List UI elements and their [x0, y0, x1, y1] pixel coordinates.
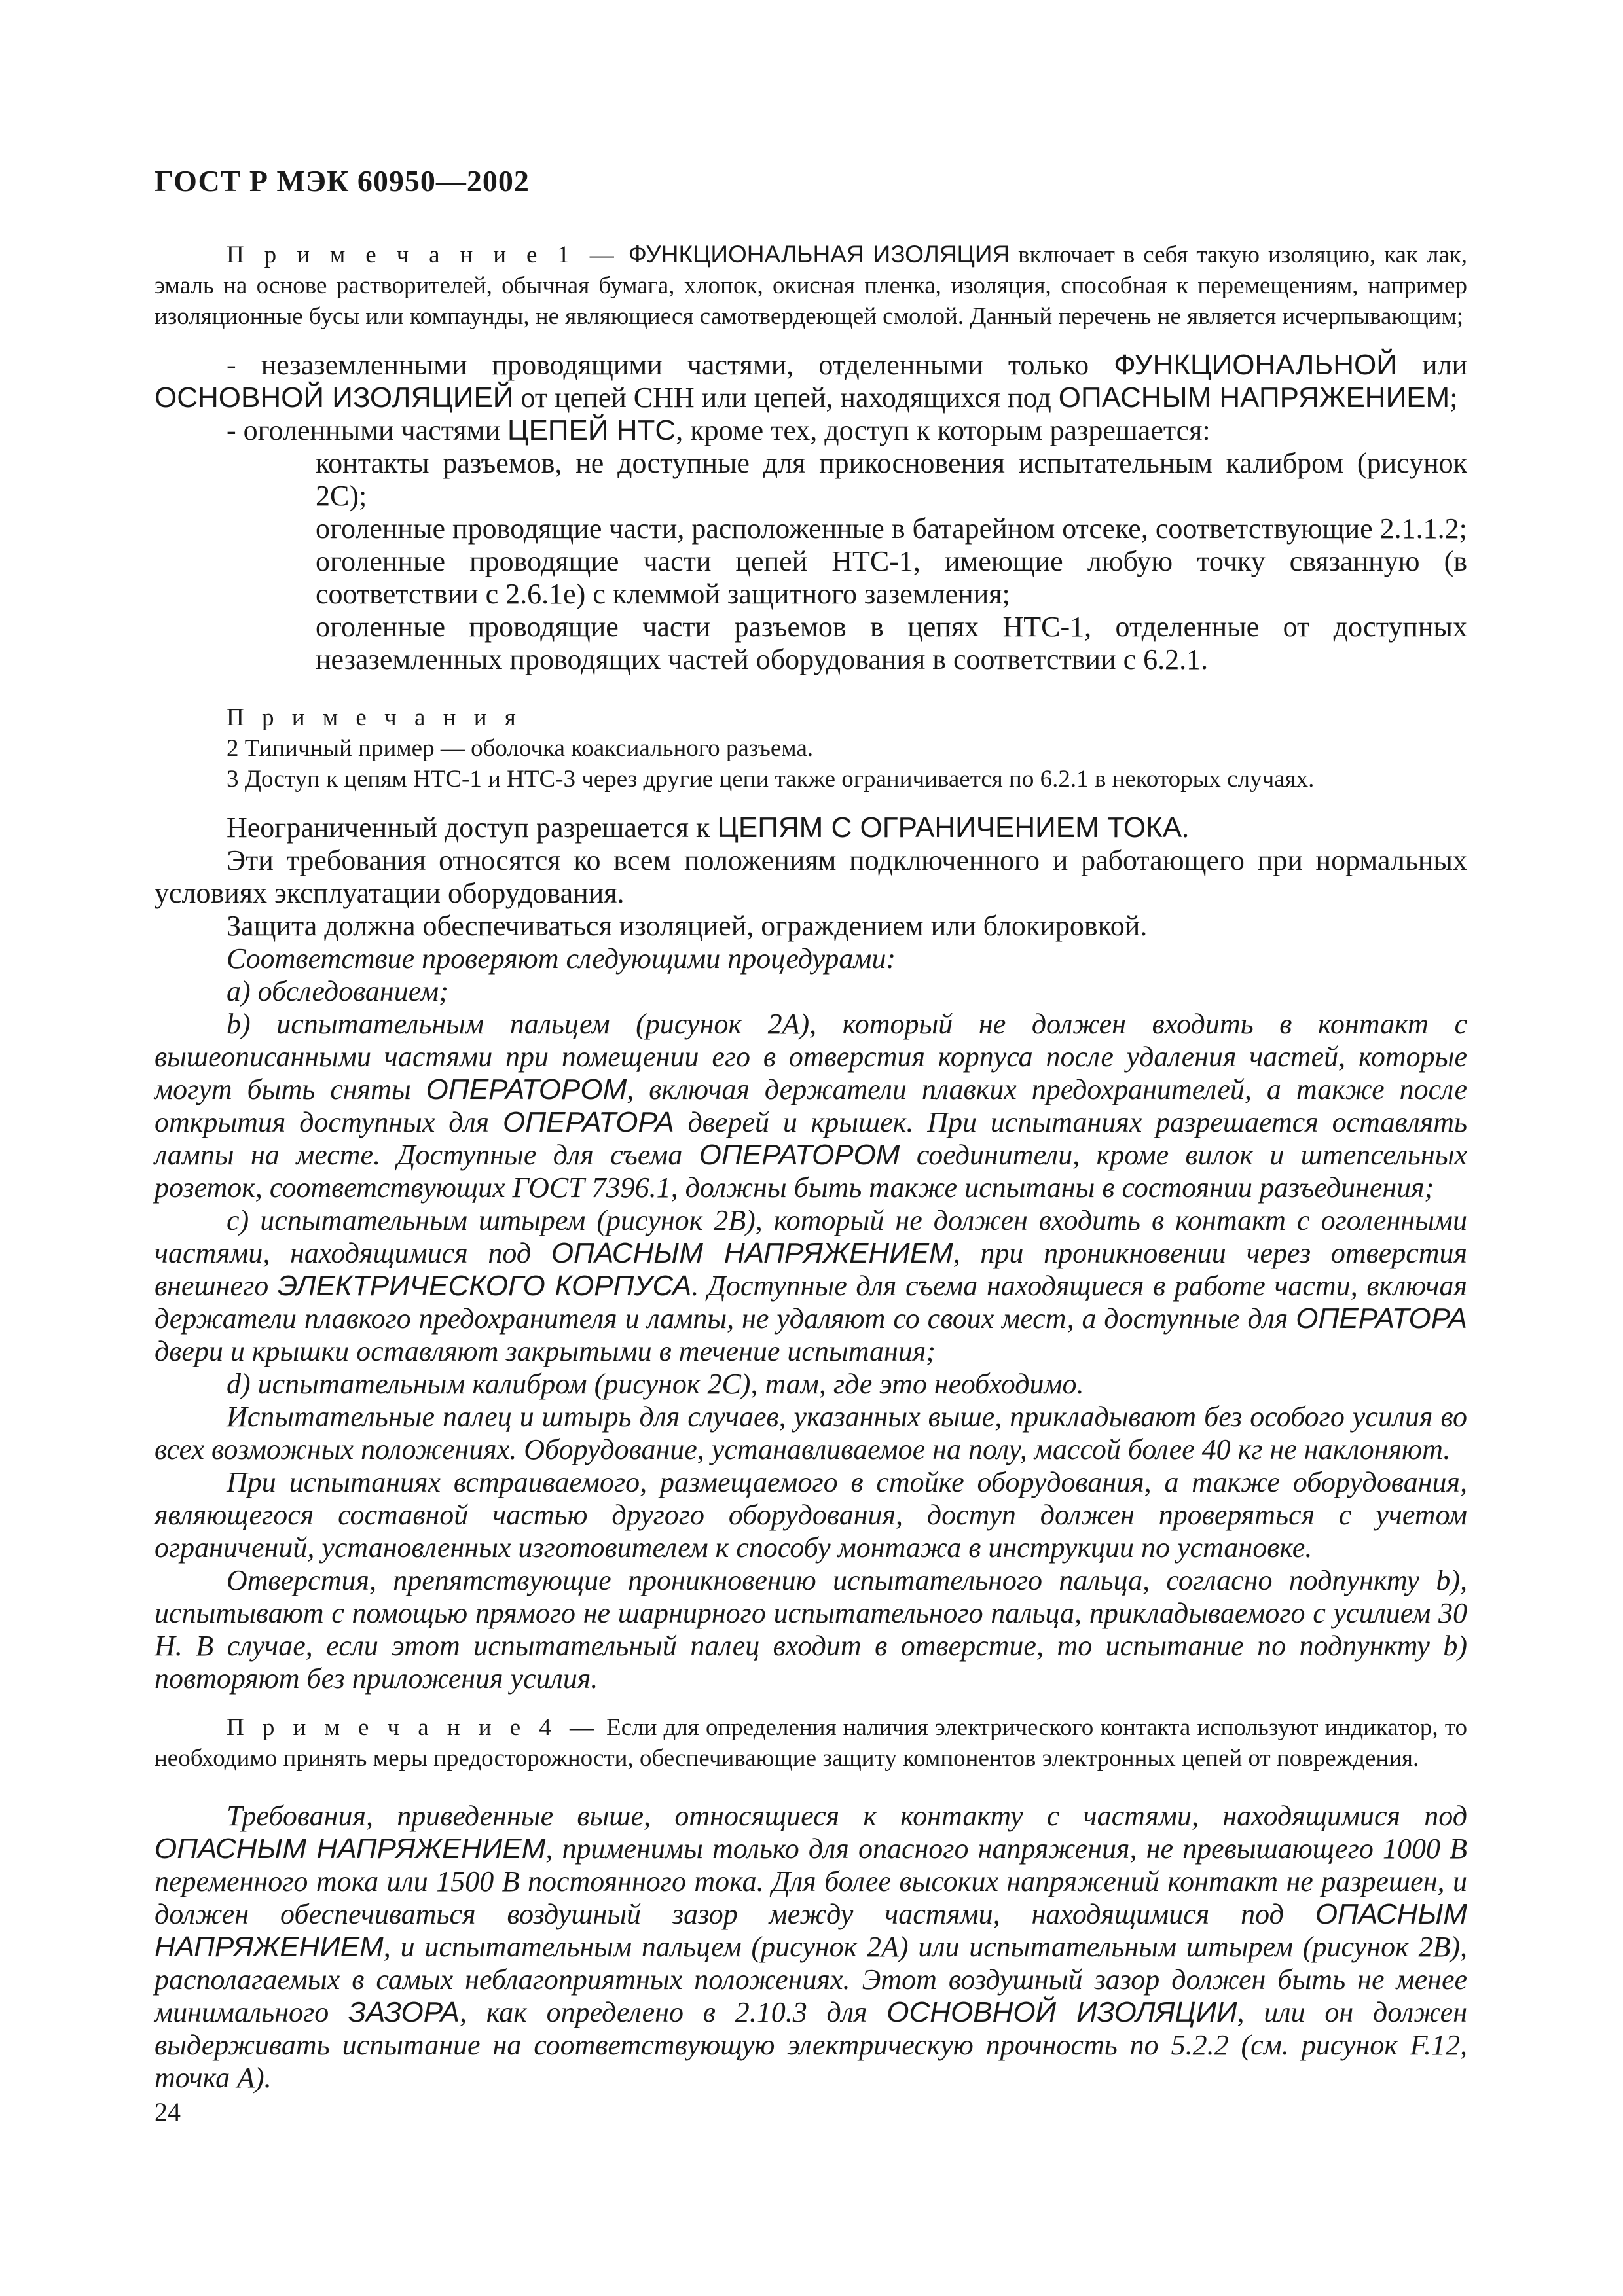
defined-term: ЭЛЕКТРИЧЕСКОГО КОРПУСА [277, 1270, 692, 1302]
paragraph-built-in: При испытаниях встраиваемого, размещаемого в стойке оборудования, а также оборудования, являющегося составной частью другого оборудования, доступ должен проверяться с учетом ограничений, установленных изготовителем к способу монтажа в инструкции по установке. [155, 1466, 1467, 1564]
paragraph-text: , или он должен выдерживать испытание на соответствующую электрическую прочность по 5.2.2 (см. рисунок F.12, точка А). [155, 1996, 1468, 2094]
paragraph-text: , и испытательным пальцем (рисунок 2A) или испытательным штырем (рисунок 2B), располагаемых в самых неблагоприятных положениях. Этот воздушный зазор должен быть не менее минимального [155, 1931, 1467, 2028]
paragraph-text: b) испытательным пальцем (рисунок 2A), который не должен входить в контакт с вышеописанными частями при помещении его в отверстия корпуса после удаления частей, которые могут быть сняты [155, 1008, 1467, 1105]
paragraph-unrestricted-access [155, 812, 1467, 844]
paragraph-text: , включая держатели плавких предохранителей, а также после открытия доступных для [155, 1073, 1467, 1138]
defined-term: ОСНОВНОЙ ИЗОЛЯЦИИ [886, 1996, 1237, 2028]
defined-term: ЗАЗОРА [348, 1996, 460, 2028]
procedure-d: d) испытательным калибром (рисунок 2C), там, где это необходимо. [227, 1368, 1084, 1400]
procedure-c [155, 1204, 1467, 1368]
list-item-ungrounded [155, 349, 1467, 414]
note-1-text: включает в себя такую изоляцию, как лак, эмаль на основе растворителей, обычная бумага, хлопок, окисная пленка, изоляция, способная к перемещениям, например изоляционные бусы или компаунды, не являющиеся самотвердеющей смолой. Данный перечень не является исчерпывающим; [155, 242, 1468, 330]
defined-term: ФУНКЦИОНАЛЬНОЙ [1114, 349, 1397, 381]
note-1-lead: П р и м е ч а н и е 1 — [227, 242, 620, 268]
paragraph-text: Неограниченный доступ разрешается к [227, 812, 710, 844]
paragraph-protection: Защита должна обеспечиваться изоляцией, ограждением или блокировкой. [227, 910, 1148, 942]
list-item-text: , кроме тех, доступ к которым разрешается: [676, 414, 1211, 446]
exception-item: оголенные проводящие части, расположенные в батарейном отсеке, соответствующие 2.1.1.2; [316, 512, 1467, 545]
defined-term: ОПЕРАТОРА [1296, 1302, 1467, 1335]
defined-term: ЦЕПЯМ С ОГРАНИЧЕНИЕМ ТОКА [717, 812, 1182, 844]
exception-item: оголенные проводящие части цепей НТС-1, имеющие любую точку связанную (в соответствии с 2.6.1е) с клеммой защитного заземления; [316, 545, 1467, 610]
defined-term: ЦЕПЕЙ НТС [507, 414, 676, 446]
paragraph-compliance: Соответствие проверяют следующими процедурами: [227, 942, 896, 975]
defined-term: ОПАСНЫМ НАПРЯЖЕНИЕМ [155, 1898, 1468, 1963]
paragraph-text: , как определено в 2.10.3 для [459, 1996, 867, 2028]
note-1 [155, 239, 1467, 332]
exception-item: оголенные проводящие части разъемов в цепях НТС-1, отделенные от доступных незаземленных проводящих частей оборудования в соответствии с 6.2.1. [316, 611, 1467, 675]
document-header: ГОСТ Р МЭК 60950—2002 [155, 164, 530, 198]
list-item-text: - оголенными частями [227, 414, 501, 446]
paragraph-text: , применимы только для опасного напряжения, не превышающего 1000 В переменного тока или 1500 В постоянного тока. Для более высоких напряжений контакт не разрешен, и должен обеспечиваться воздушный зазор между частями, находящимися под [155, 1833, 1467, 1930]
paragraph-text: двери и крышки оставляют закрытыми в течение испытания; [155, 1335, 936, 1367]
defined-term: ОПЕРАТОРОМ [426, 1073, 627, 1105]
paragraph-openings: Отверстия, препятствующие проникновению испытательного пальца, согласно подпункту b), испытывают с помощью прямого не шарнирного испытательного пальца, прикладываемого с усилием 30 Н. В случае, если этот испытательный палец входит в отверстие, то испытание по подпункту b) повторяют без приложения усилия. [155, 1564, 1467, 1695]
paragraph-text: дверей и крышек. При испытаниях разрешается оставлять лампы на месте. Доступные для съема [155, 1106, 1468, 1171]
list-item-text: от цепей СНН или цепей, находящихся под [520, 382, 1051, 414]
procedure-b [155, 1008, 1467, 1204]
paragraph-text: , при проникновении через отверстия внешнего [155, 1237, 1467, 1302]
paragraph-text: . [1182, 812, 1190, 844]
defined-term: ОПЕРАТОРА [503, 1106, 674, 1138]
defined-term: ОПАСНЫМ НАПРЯЖЕНИЕМ [155, 1833, 546, 1865]
note-1-term: ФУНКЦИОНАЛЬНАЯ ИЗОЛЯЦИЯ [628, 241, 1010, 268]
defined-term: ОСНОВНОЙ ИЗОЛЯЦИЕЙ [155, 382, 514, 414]
list-item-text: ; [1450, 382, 1458, 414]
procedure-a: a) обследованием; [227, 975, 448, 1007]
note-4-text: Если для определения наличия электрического контакта используют индикатор, то необходимо принять меры предосторожности, обеспечивающие защиту компонентов электронных цепей от повреждения. [155, 1714, 1467, 1772]
paragraph-text: . Доступные для съема находящиеся в работе части, включая держатели плавкого предохранителя и лампы, не удаляют со своих мест, а доступные для [155, 1270, 1467, 1335]
paragraph-text: Требования, приведенные выше, относящиеся к контакту с частями, находящимися под [227, 1800, 1467, 1832]
paragraph-text: c) испытательным штырем (рисунок 2B), который не должен входить в контакт с оголенными частями, находящимися под [155, 1204, 1467, 1269]
exception-item: контакты разъемов, не доступные для прикосновения испытательным калибром (рисунок 2С); [316, 447, 1467, 512]
note-3: 3 Доступ к цепям НТС-1 и НТС-3 через другие цепи также ограничивается по 6.2.1 в некоторых случаях. [227, 766, 1315, 793]
notes-heading: П р и м е ч а н и я [227, 704, 522, 731]
paragraph-requirements-scope: Эти требования относятся ко всем положениям подключенного и работающего при нормальных условиях эксплуатации оборудования. [155, 844, 1467, 909]
note-4 [155, 1712, 1467, 1774]
defined-term: ОПЕРАТОРОМ [699, 1139, 900, 1171]
list-item-text: или [1421, 349, 1468, 381]
list-item-tnv [155, 414, 1467, 447]
list-item-text: - незаземленными проводящими частями, отделенными только [227, 349, 1089, 381]
page-number: 24 [155, 2097, 181, 2126]
defined-term: ОПАСНЫМ НАПРЯЖЕНИЕМ [1058, 382, 1450, 414]
paragraph-test-finger: Испытательные палец и штырь для случаев, указанных выше, прикладывают без особого усилия во всех возможных положениях. Оборудование, устанавливаемое на полу, массой более 40 кг не наклоняют. [155, 1401, 1467, 1465]
paragraph-text: соединители, кроме вилок и штепсельных розеток, соответствующих ГОСТ 7396.1, должны быть также испытаны в состоянии разъединения; [155, 1139, 1467, 1204]
note-4-lead: П р и м е ч а н и е 4 — [227, 1714, 600, 1741]
defined-term: ОПАСНЫМ НАПРЯЖЕНИЕМ [551, 1237, 953, 1269]
document-body [155, 239, 1467, 2094]
paragraph-hazardous-voltage [155, 1800, 1467, 2094]
tnv-exceptions-list [155, 447, 1467, 676]
note-2: 2 Типичный пример — оболочка коаксиального разъема. [227, 735, 814, 762]
